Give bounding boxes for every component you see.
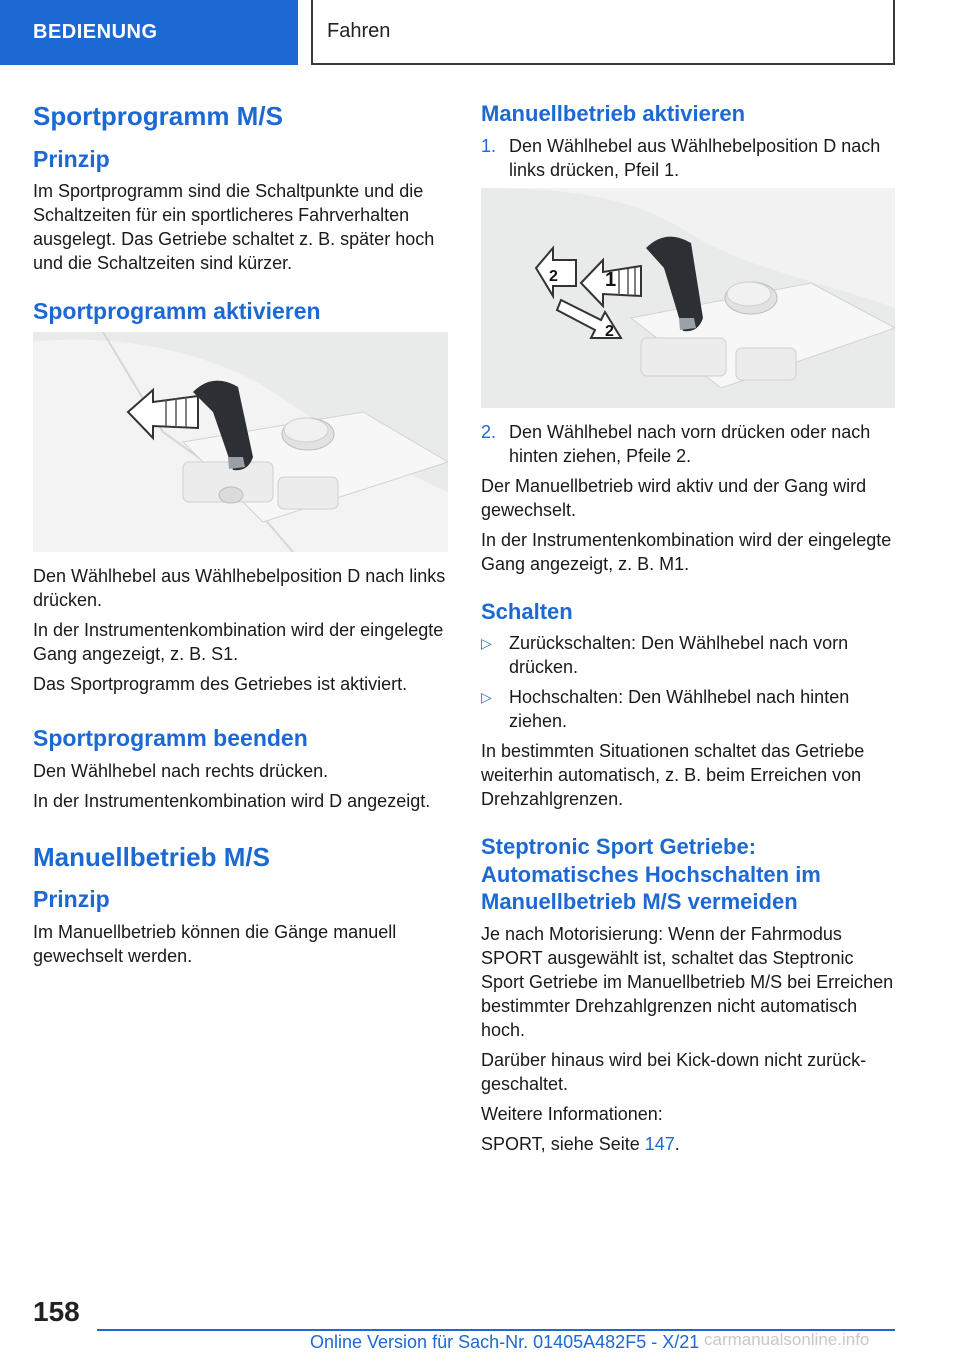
para-beend-2: In der Instrumentenkombination wird D angezeigt.: [33, 790, 431, 811]
para-schalten: In bestimmten Situationen schaltet das Getriebe weiterhin automatisch, z. B. beim Erreichen von Drehzahlgrenzen.: [481, 741, 865, 809]
heading-sport-aktivieren: Sportprogramm aktivieren: [33, 298, 321, 325]
gear-selector-illustration-1: [33, 332, 448, 552]
heading-prinzip-2: Prinzip: [33, 886, 110, 913]
step-number: 1.: [481, 135, 497, 156]
para-akt-2: In der Instrumentenkombination wird der eingelegte Gang angezeigt, z. B. S1.: [33, 620, 444, 664]
bullet-text: Zurückschalten: Den Wählhebel nach vorn drücken.: [509, 633, 849, 677]
gear-selector-illustration-2: [481, 188, 895, 408]
arrow-label-2b: 2: [605, 322, 614, 340]
steps-list: [481, 134, 895, 182]
para-akt-3: Das Sportprogramm des Getriebes ist aktiviert.: [33, 674, 408, 694]
heading-steptronic: Steptronic Sport Getriebe: Automatisches Hochschalten im Manuellbetrieb M/S vermeiden: [481, 834, 821, 914]
heading-prinzip-1: Prinzip: [33, 145, 110, 172]
para-prinzip-1: Im Sportprogramm sind die Schaltpunkte und die Schaltzeiten für ein sportlicheres Fahrverhalten ausgelegt. Das Getriebe schaltet z. B. später hoch und die Schaltzeiten sind kürzer.: [33, 181, 435, 274]
steps-list-2: [481, 420, 895, 468]
step-number: 2.: [481, 421, 497, 442]
bullet-text: Hochschalten: Den Wählhebel nach hinten ziehen.: [509, 687, 850, 731]
triangle-bullet-icon: ▷: [481, 635, 492, 651]
header-section-tab: [0, 0, 298, 65]
para-step-1: Je nach Motorisierung: Wenn der Fahrmodus SPORT ausgewählt ist, schaltet das Steptronic Sport Getriebe im Manuellbetrieb M/S bei Erreichen bestimmter Drehzahlgrenzen nicht automatisch hoch.: [481, 923, 894, 1040]
schalten-list: [481, 631, 895, 733]
para-step-4-text: SPORT, siehe Seite: [481, 1133, 645, 1154]
para-step-3: Weitere Informationen:: [481, 1103, 663, 1124]
para-man-1: Der Manuellbetrieb wird aktiv und der Gang wird gewechselt.: [481, 475, 867, 520]
header-chapter-label: Fahren: [327, 20, 391, 42]
heading-sport-beenden: Sportprogramm beenden: [33, 725, 308, 751]
step-text: Den Wählhebel nach vorn drücken oder nach hinten ziehen, Pfeile 2.: [509, 421, 871, 466]
right-column: [481, 100, 895, 1162]
para-step-4: [481, 1132, 895, 1156]
list-item: [481, 631, 895, 679]
list-item: [481, 420, 895, 468]
header-chapter-tab: [311, 0, 895, 65]
page-reference-link[interactable]: 147: [644, 1133, 675, 1154]
left-column: [33, 100, 448, 974]
list-item: [481, 134, 895, 182]
heading-schalten: Schalten: [481, 598, 573, 624]
triangle-bullet-icon: ▷: [481, 689, 492, 705]
para-man-2: In der Instrumentenkombination wird der eingelegte Gang angezeigt, z. B. M1.: [481, 529, 892, 574]
arrow-label-2a: 2: [549, 267, 558, 285]
watermark: carmanualsonline.info: [704, 1330, 870, 1349]
footer-online-version: Online Version für Sach-Nr. 01405A482F5 - X/21: [310, 1332, 700, 1352]
para-step-4-end: .: [674, 1133, 680, 1154]
para-akt-1: Den Wählhebel aus Wählhebelposition D nach links drücken.: [33, 566, 446, 610]
heading-sportprogramm: Sportprogramm M/S: [33, 101, 283, 131]
para-step-2: Darüber hinaus wird bei Kick-down nicht zurückgeschaltet.: [481, 1049, 867, 1094]
heading-manuellbetrieb: Manuellbetrieb M/S: [33, 841, 270, 872]
header-section-label: BEDIENUNG: [33, 21, 158, 43]
para-beend-1: Den Wählhebel nach rechts drücken.: [33, 760, 329, 781]
list-item: [481, 685, 895, 733]
heading-manuell-aktivieren: Manuellbetrieb aktivieren: [481, 101, 746, 126]
step-text: Den Wählhebel aus Wählhebelposition D nach links drücken, Pfeil 1.: [509, 135, 881, 180]
para-prinzip-2: Im Manuellbetrieb können die Gänge manuell gewechselt werden.: [33, 922, 397, 966]
arrow-label-1: 1: [605, 268, 617, 291]
page-number: 158: [33, 1296, 80, 1327]
